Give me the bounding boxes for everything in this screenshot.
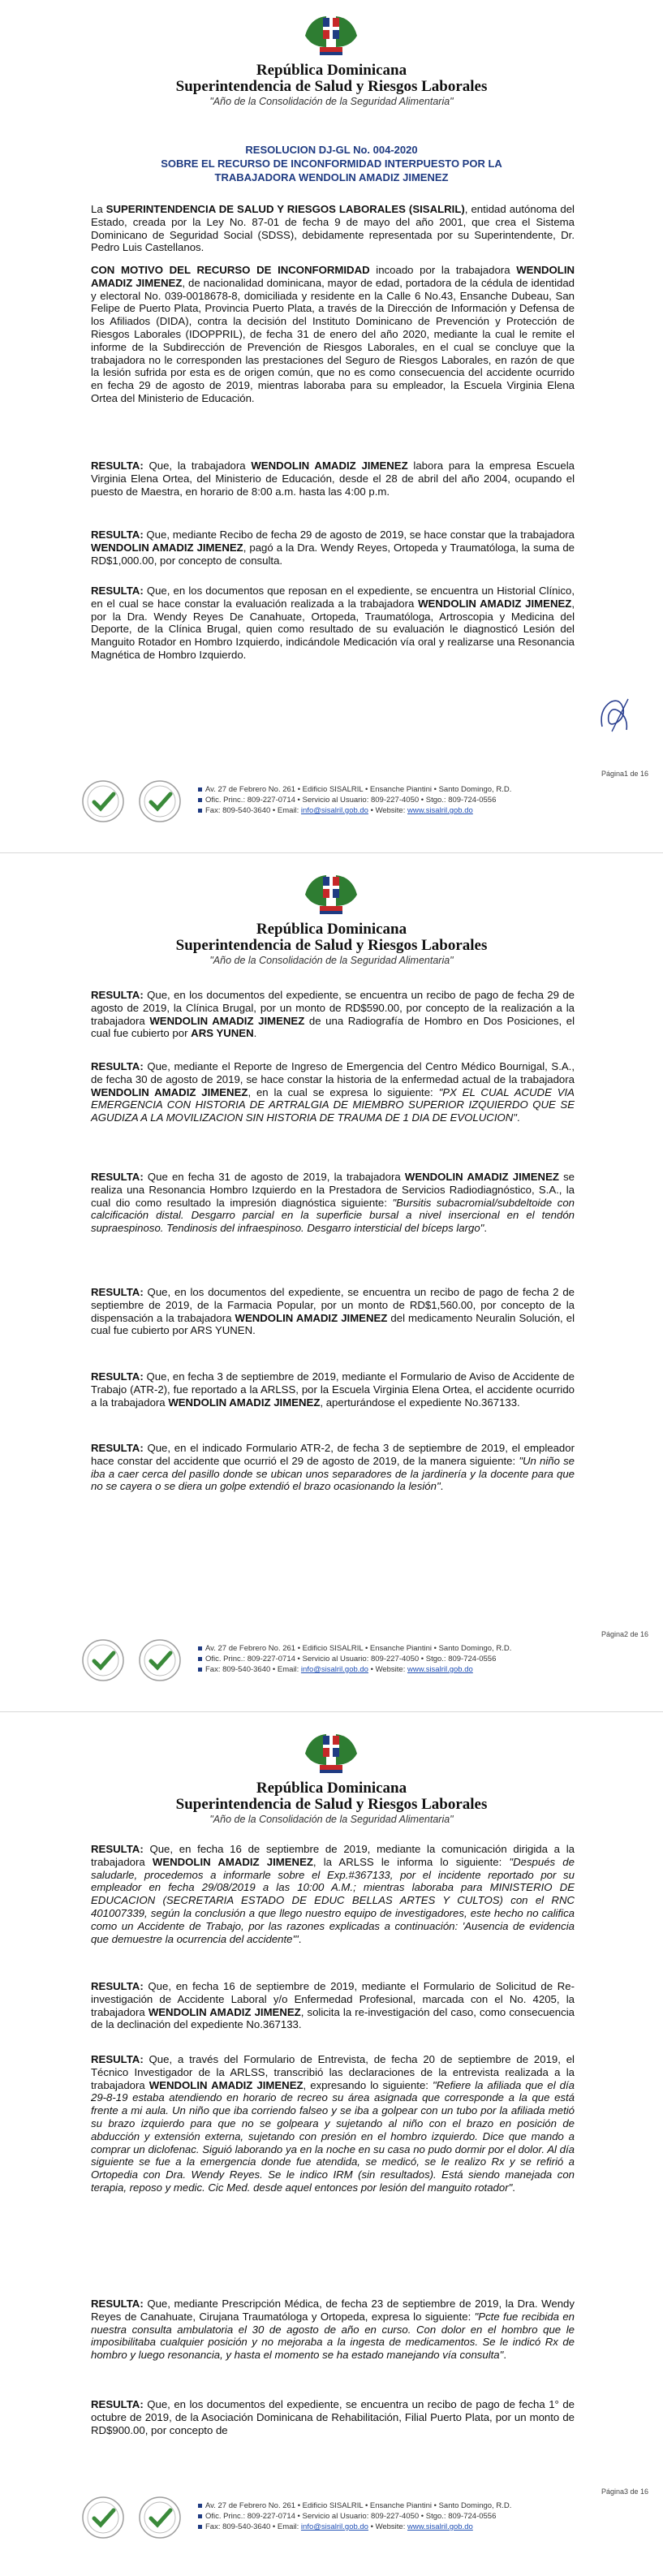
paragraph-resulta: RESULTA: Que, en los documentos que reposan en el expediente, se encuentra un Historial Clínico, en el cual se hace constar la evaluación realizada a la trabajadora WENDOLIN AMADIZ JIMENEZ, por la Dra. Wendy Reyes De Canahuate, Ortopeda, Traumatóloga, Artroscopia y Medicina del Deporte, de la Clínica Brugal, quien como resultado de su evaluación le diagnosticó Lesión del Manguito Rotador en Hombro Izquierdo, indicándole Medicación vía oral y realizarse una Resonancia Magnética de Hombro Izquierdo. [91, 585, 575, 661]
website-link[interactable]: www.sisalril.gob.do [407, 1665, 473, 1674]
paragraph-resulta: RESULTA: Que, mediante el Reporte de Ingreso de Emergencia del Centro Médico Bournigal, S.A., de fecha 30 de agosto de 2019, se hace constar la historia de la enfermedad actual de la trabajadora WENDOLIN AMADIZ JIMENEZ, en la cual se expresa lo siguiente: "PX EL CUAL ACUDE VIA EMERGENCIA CON HISTORIA DE ARTRALGIA DE MIEMBRO SUPERIOR IZQUIERDO QUE SE AGUDIZA A LA MOVILIZACION SIN HISTORIA DE TRAUMA DE 1 DIA DE EVOLUCION". [91, 1060, 575, 1124]
coat-of-arms-icon [302, 870, 360, 916]
paragraph-resulta: RESULTA: Que, en fecha 16 de septiembre de 2019, mediante la comunicación dirigida a la trabajadora WENDOLIN AMADIZ JIMENEZ, la ARLSS le informa lo siguiente: "Después de saludarle, procedemos a informarle sobre el Exp.#367133, por el incidente reportado por su empleador en fecha 29/08/2019 a las 10:00 A.M.; mientras laboraba para MINISTERIO DE EDUCACION (SECRETARIA ESTADO DE EDUC BELLAS ARTES Y CULTOS) con el RNC 401007339, según la conclusión a que llego nuestro equipo de investigadores, este hecho no califica como un Accidente de Trabajo, por las razones explicadas a continuación: 'Ausencia de evidencia que demuestre la ocurrencia del accidente'". [91, 1843, 575, 1945]
resolution-subject-line-1: SOBRE EL RECURSO DE INCONFORMIDAD INTERPUESTO POR LA [161, 157, 502, 170]
letterhead-agency: Superintendencia de Salud y Riesgos Laborales [175, 937, 488, 954]
paragraph-resulta: RESULTA: Que en fecha 31 de agosto de 2019, la trabajadora WENDOLIN AMADIZ JIMENEZ se realiza una Resonancia Hombro Izquierdo en la Prestadora de Servicios Radiodiagnóstico, S.A., la cual dio como resultado la impresión diagnóstica siguiente: "Bursitis subacromial/subdeltoide con calcificación distal. Desgarro parcial en la superficie bursal a nivel insercional en el tendón supraespinoso. Tendinosis del infraespinoso. Desgarro intersticial del bíceps largo". [91, 1171, 575, 1235]
footer-contact: Av. 27 de Febrero No. 261 • Edificio SISALRIL • Ensanche Piantini • Santo Domingo, R.D. Ofic. Princ.: 809-227-0714 • Servicio al Usuario: 809-227-4050 • Stgo.: 809-724-0556 Fax: 809-540-3640 • Email: info@sisalril.gob.do • Website: www.sisalril.gob.do [198, 2500, 620, 2532]
letterhead-country: República Dominicana [256, 921, 407, 938]
website-link[interactable]: www.sisalril.gob.do [407, 2522, 473, 2531]
iso-9001-seal-icon [81, 779, 125, 823]
page-divider [0, 852, 663, 853]
email-link[interactable]: info@sisalril.gob.do [300, 1665, 368, 1674]
page-3 [0, 1718, 663, 2576]
iso-27001-seal-icon [138, 779, 182, 823]
letterhead-motto: "Año de la Consolidación de la Seguridad Alimentaria" [209, 1814, 454, 1825]
footer-contact: Av. 27 de Febrero No. 261 • Edificio SISALRIL • Ensanche Piantini • Santo Domingo, R.D. Ofic. Princ.: 809-227-0714 • Servicio al Usuario: 809-227-4050 • Stgo.: 809-724-0556 Fax: 809-540-3640 • Email: info@sisalril.gob.do • Website: www.sisalril.gob.do [198, 784, 620, 816]
website-link[interactable]: www.sisalril.gob.do [407, 806, 473, 815]
email-link[interactable]: info@sisalril.gob.do [300, 2522, 368, 2531]
iso-9001-seal-icon [81, 2496, 125, 2539]
paragraph-resulta: RESULTA: Que, en fecha 3 de septiembre de 2019, mediante el Formulario de Aviso de Accidente de Trabajo (ATR-2), fue reportado a la ARLSS, por la Escuela Virginia Elena Ortea, el accidente ocurrido a la trabajadora WENDOLIN AMADIZ JIMENEZ, aperturándose el expediente No.367133. [91, 1370, 575, 1409]
page-number: Página1 de 16 [601, 770, 648, 778]
letterhead-agency: Superintendencia de Salud y Riesgos Laborales [175, 78, 488, 95]
letterhead-motto: "Año de la Consolidación de la Seguridad Alimentaria" [209, 96, 454, 107]
letterhead-country: República Dominicana [256, 62, 407, 79]
paragraph-motivo: CON MOTIVO DEL RECURSO DE INCONFORMIDAD incoado por la trabajadora WENDOLIN AMADIZ JIMENEZ, de nacionalidad dominicana, mayor de edad, portadora de la cédula de identidad y electoral No. 039-0018678-8, domiciliada y residente en la Calle 6 No.43, Ensanche Dubeau, San Felipe de Puerto Plata, Provincia Puerto Plata, a través de la Dirección de Información y Defensa de los Afiliados (DIDA), contra la decisión del Instituto Dominicano de Prevención y Protección de Riesgos Laborales (IDOPPRIL), de fecha 31 de enero del año 2020, mediante la cual le remite el informe de la Subdirección de Prevención de Riesgos Laborales, en el cual se concluye que la trabajadora no le corresponden las prestaciones del Seguro de Riesgos Laborales, en razón de que la lesión sufrida por esta es de origen común, que no es como consecuencia del accidente ocurrido en fecha 29 de agosto de 2019, mientras laboraba para su empleador, la Escuela Virginia Elena Ortea del Ministerio de Educación. [91, 264, 575, 404]
resolution-number: RESOLUCION DJ-GL No. 004-2020 [245, 144, 418, 156]
iso-27001-seal-icon [138, 1638, 182, 1682]
page-number: Página2 de 16 [601, 1630, 648, 1638]
paragraph-resulta: RESULTA: Que, en los documentos del expediente, se encuentra un recibo de pago de fecha 2 de septiembre de 2019, de la Farmacia Popular, por un monto de RD$1,560.00, por concepto de la dispensación a la trabajadora WENDOLIN AMADIZ JIMENEZ del medicamento Neuralin Solución, el cual fue cubierto por ARS YUNEN. [91, 1286, 575, 1337]
coat-of-arms-icon [302, 11, 360, 57]
signature-initials-icon [596, 694, 633, 735]
letterhead-motto: "Año de la Consolidación de la Seguridad Alimentaria" [209, 955, 454, 966]
page-divider [0, 1711, 663, 1712]
footer-contact: Av. 27 de Febrero No. 261 • Edificio SISALRIL • Ensanche Piantini • Santo Domingo, R.D. Ofic. Princ.: 809-227-0714 • Servicio al Usuario: 809-227-4050 • Stgo.: 809-724-0556 Fax: 809-540-3640 • Email: info@sisalril.gob.do • Website: www.sisalril.gob.do [198, 1643, 620, 1675]
paragraph-resulta: RESULTA: Que, mediante Recibo de fecha 29 de agosto de 2019, se hace constar que la trabajadora WENDOLIN AMADIZ JIMENEZ, pagó a la Dra. Wendy Reyes, Ortopeda y Traumatóloga, la suma de RD$1,000.00, por concepto de consulta. [91, 529, 575, 567]
letterhead-agency: Superintendencia de Salud y Riesgos Laborales [175, 1796, 488, 1813]
page-2 [0, 859, 663, 1718]
iso-27001-seal-icon [138, 2496, 182, 2539]
paragraph-resulta: RESULTA: Que, en el indicado Formulario ATR-2, de fecha 3 de septiembre de 2019, el empleador hace constar del accidente que ocurrió el 29 de agosto de 2019, de la manera siguiente: "Un niño se iba a caer cerca del pasillo donde se ubican unos separadores de la jardinería y la docente para que no se cayera o se diera un golpe extendió el brazo ocasionando la lesión". [91, 1442, 575, 1493]
paragraph-resulta: RESULTA: Que, en los documentos del expediente, se encuentra un recibo de pago de fecha 29 de agosto de 2019, la Clínica Brugal, por un monto de RD$590.00, por concepto de la realización a la trabajadora WENDOLIN AMADIZ JIMENEZ de una Radiografía de Hombro en Dos Posiciones, el cual fue cubierto por ARS YUNEN. [91, 989, 575, 1040]
page-number: Página3 de 16 [601, 2488, 648, 2496]
coat-of-arms-icon [302, 1729, 360, 1775]
paragraph-resulta: RESULTA: Que, en los documentos del expediente, se encuentra un recibo de pago de fecha 1° de octubre de 2019, de la Asociación Dominicana de Rehabilitación, Filial Puerto Plata, por un monto de RD$900.00, por concepto de [91, 2398, 575, 2436]
resolution-subject-line-2: TRABAJADORA WENDOLIN AMADIZ JIMENEZ [214, 171, 449, 183]
paragraph-resulta: RESULTA: Que, a través del Formulario de Entrevista, de fecha 20 de septiembre de 2019, el Técnico Investigador de la ARLSS, transcribió las declaraciones de la entrevista realizada a la trabajadora WENDOLIN AMADIZ JIMENEZ, expresando lo siguiente: "Refiere la afiliada que el día 29-8-19 estaba atendiendo en horario de recreo su área asignada que corresponde a la que está frente a mi aula. Un niño que iba corriendo falseo y se iba a golpear con un tubo por la afiliada metió su brazo izquierdo para que no se golpeara y sujetando al niño con el brazo en posición de abducción y extensión externa, sujetando con presión en el hombro izquierdo. Dice que mando a comprar un diclofenac. Siguió laborando ya en la noche en su casa no pudo dormir por el dolor. Al día siguiente se fue a la emergencia donde fue atendida, se medicó, se le realizo Rx y se refirió a Ortopedia con Dra. Wendy Reyes. Se le indico IRM (sin resultados). Está siendo manejada con terapia, reposo y medic. Cic Med. desde aquel entonces por lesión del manguito rotador". [91, 2053, 575, 2194]
paragraph-intro: La SUPERINTENDENCIA DE SALUD Y RIESGOS LABORALES (SISALRIL), entidad autónoma del Estado, creada por la Ley No. 87-01 de fecha 9 de mayo del año 2001, que crea el Sistema Dominicano de Seguridad Social (SDSS), debidamente representada por su Superintendente, Dr. Pedro Luis Castellanos. [91, 203, 575, 254]
email-link[interactable]: info@sisalril.gob.do [300, 806, 368, 815]
paragraph-resulta: RESULTA: Que, la trabajadora WENDOLIN AMADIZ JIMENEZ labora para la empresa Escuela Virginia Elena Ortea, del Ministerio de Educación, desde el 28 de abril del año 2004, ocupando el puesto de Maestra, en horario de 8:00 a.m. hasta las 4:00 p.m. [91, 460, 575, 498]
paragraph-resulta: RESULTA: Que, mediante Prescripción Médica, de fecha 23 de septiembre de 2019, la Dra. Wendy Reyes de Canahuate, Cirujana Traumatóloga y Ortopeda, expresa lo siguiente: "Pcte fue recibida en nuestra consulta ambulatoria el 30 de agosto de año en curso. Con dolor en el hombro que le imposibilitaba cualquier posición y no mejoraba a la ingesta de medicamentos. Se le indicó Rx de hombro y luego resonancia, y hasta el momento se ha estado manejando vía consulta". [91, 2298, 575, 2362]
iso-9001-seal-icon [81, 1638, 125, 1682]
letterhead-country: República Dominicana [256, 1780, 407, 1797]
page-1 [0, 0, 663, 859]
paragraph-resulta: RESULTA: Que, en fecha 16 de septiembre de 2019, mediante el Formulario de Solicitud de Re-investigación de Accidente Laboral y/o Enfermedad Profesional, marcada con el No. 4205, la trabajadora WENDOLIN AMADIZ JIMENEZ, solicita la re-investigación del caso, como consecuencia de la declinación del expediente No.367133. [91, 1980, 575, 2031]
